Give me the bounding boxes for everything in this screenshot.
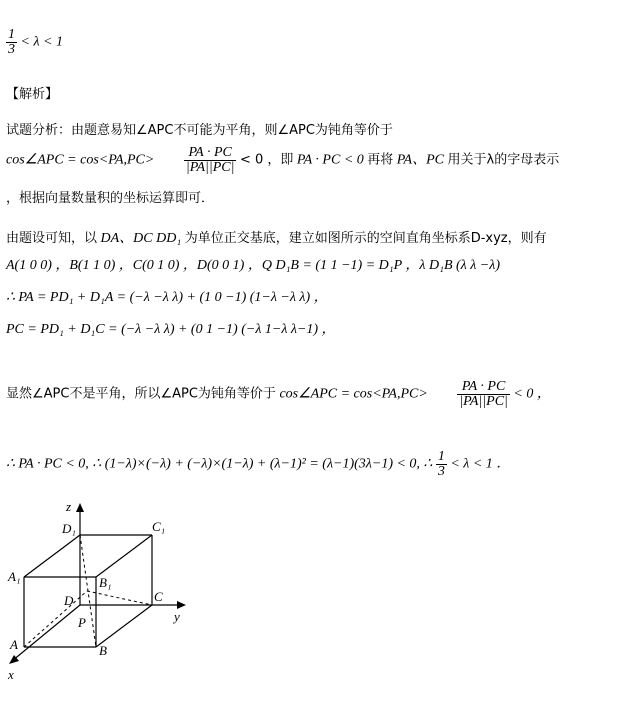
label-C1: C₁ <box>152 519 166 534</box>
label-x: x <box>8 667 14 682</box>
solution-fraction <box>457 380 510 409</box>
solution-line-4: PC = PD₁ + D₁C = (−λ −λ λ) + (0 1 −1) (−λ 1−λ λ−1) ， <box>6 322 336 337</box>
section-title: 【解析】 <box>6 87 59 102</box>
analysis-cos-expr: cos∠APC = cos<PA,PC> <box>6 152 155 168</box>
y-arrow <box>177 601 186 609</box>
analysis-mid: < 0 ，即 <box>239 152 294 168</box>
label-A1: A₁ <box>8 569 21 584</box>
analysis-end: 用关于λ的字母表示 <box>447 152 560 168</box>
label-B1: B₁ <box>99 575 112 590</box>
analysis-frac-num: PA · PC <box>184 146 237 161</box>
analysis-dot: PA · PC < 0 <box>296 152 364 168</box>
answer-tail: < λ < 1 <box>20 34 63 50</box>
solution-line-6 <box>6 450 510 479</box>
label-C: C <box>154 589 163 604</box>
edge-B1C1 <box>96 535 152 577</box>
analysis-frac-den: |PA||PC| <box>185 160 235 175</box>
solution-final-expr: ∴ PA · PC < 0, ∴ (1−λ)×(−λ) + (−λ)×(1−λ) + (λ−1)² = (λ−1)(3λ−1) < 0, ∴ <box>6 456 433 472</box>
edge-BC <box>96 605 152 647</box>
analysis-line-3: ，根据向量数量积的坐标运算即可． <box>6 191 215 206</box>
solution-line-3: ∴ PA = PD₁ + D₁A = (−λ −λ λ) + (1 0 −1) (1−λ −λ λ) ， <box>6 290 328 305</box>
solution-line-1 <box>6 230 547 248</box>
analysis-vecs: PA、PC <box>396 152 444 168</box>
label-y: y <box>174 609 180 624</box>
solution-basis-vecs: DA、DC DD₁ <box>100 231 182 246</box>
z-arrow <box>76 503 84 512</box>
solution-final-frac-num: 1 <box>437 449 445 464</box>
analysis-then: 再将 <box>367 152 394 168</box>
analysis-line-2 <box>6 146 559 175</box>
label-B: B <box>99 643 107 658</box>
answer-frac-num: 1 <box>8 27 15 42</box>
solution-final-tail: < λ < 1 ． <box>450 456 511 472</box>
label-P: P <box>78 615 86 630</box>
analysis-line-1: 试题分析：由题意易知∠APC不可能为平角，则∠APC为钝角等价于 <box>6 123 393 138</box>
solution-obtuse-post: < 0 ， <box>513 386 551 402</box>
label-D1: D₁ <box>62 521 76 536</box>
solution-final-fraction <box>436 450 447 479</box>
solution-basis-post: 为单位正交基底，建立如图所示的空间直角坐标系D-xyz，则有 <box>184 231 547 246</box>
cube-figure <box>0 495 220 685</box>
solution-cos-expr: cos∠APC = cos<PA,PC> <box>279 386 428 402</box>
x-axis <box>12 605 80 661</box>
solution-frac-num: PA · PC <box>457 380 510 395</box>
answer-fraction <box>6 28 17 57</box>
solution-basis-pre: 由题设可知，以 <box>6 231 98 246</box>
solution-line-5 <box>6 380 551 409</box>
analysis-fraction <box>184 146 237 175</box>
segment-PC <box>87 591 152 605</box>
solution-final-frac-den: 3 <box>437 464 445 479</box>
answer-frac-den: 3 <box>8 42 15 57</box>
label-A: A <box>10 637 18 652</box>
label-D: D <box>64 593 74 608</box>
label-z: z <box>66 499 72 514</box>
solution-obtuse-pre: 显然∠APC不是平角，所以∠APC为钝角等价于 <box>6 386 276 402</box>
solution-frac-den: |PA||PC| <box>459 394 508 409</box>
answer-line <box>6 28 63 57</box>
solution-line-2: A(1 0 0) ，B(1 1 0) ，C(0 1 0) ，D(0 0 1) ，Q D₁B = (1 1 −1) = D₁P ，λ D₁B (λ λ −λ) <box>6 258 500 273</box>
edge-A1D1 <box>24 535 80 577</box>
